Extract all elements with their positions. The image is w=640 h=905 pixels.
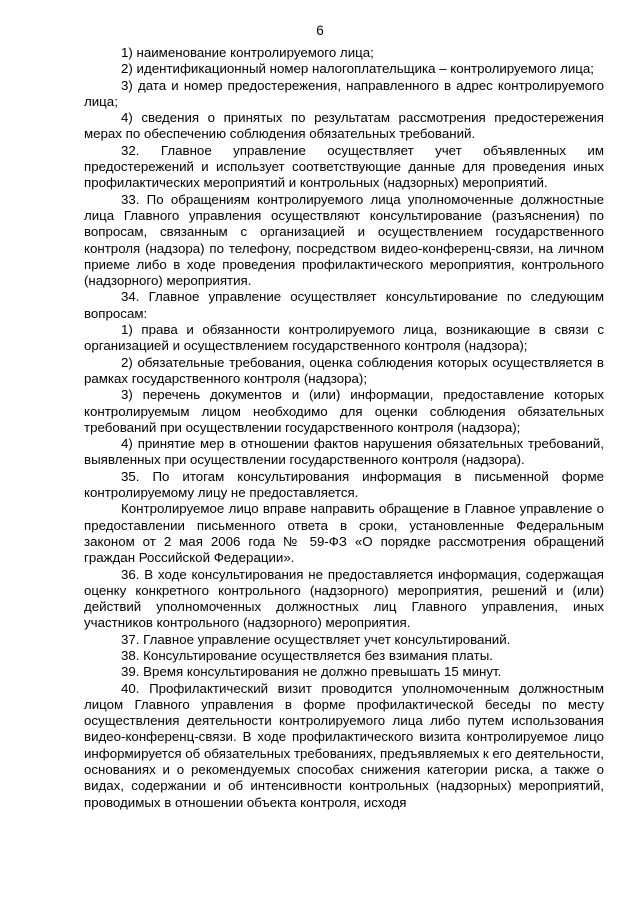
paragraph: 4) сведения о принятых по результатам рассмотрения предостережения мерах по обеспечению соблюдения обязательных требований. xyxy=(84,110,604,142)
paragraph: 4) принятие мер в отношении фактов нарушения обязательных требований, выявленных при осуществлении государственного контроля (надзора). xyxy=(84,436,604,468)
paragraph: 39. Время консультирования не должно превышать 15 минут. xyxy=(121,664,502,680)
paragraph: 1) наименование контролируемого лица; xyxy=(121,45,374,60)
paragraph: 37. Главное управление осуществляет учет консультирований. xyxy=(121,631,511,647)
paragraph: 2) обязательные требования, оценка соблюдения которых осуществляется в рамках государственного контроля (надзора); xyxy=(84,354,604,386)
paragraph: 40. Профилактический визит проводится уполномоченным должностным лицом Главного управления в форме профилактической беседы по месту осуществления деятельности контролируемого лица либо путем использования видео-конференц-связи. В ходе профилактического визита контролируемое лицо информируется об обязательных требованиях, предъявляемых к его деятельности, основаниях и о рекомендуемых способах снижения категории риска, а также о видах, содержании и об интенсивности контрольных (надзорных) мероприятий, проводимых в отношении объекта контроля, исходя xyxy=(84,680,604,810)
paragraph: Контролируемое лицо вправе направить обращение в Главное управление о предоставлении письменного ответа в сроки, установленные Федеральным законом от 2 мая 2006 года № 59-ФЗ «О порядке рассмотрения обращений граждан Российской Федерации». xyxy=(84,501,604,566)
paragraph: 32. Главное управление осуществляет учет объявленных им предостережений и использует соответствующие данные для проведения иных профилактических мероприятий и контрольных (надзорных) мероприятий. xyxy=(84,142,604,191)
paragraph: 35. По итогам консультирования информация в письменной форме контролируемому лицу не предоставляется. xyxy=(84,468,604,501)
paragraph: 38. Консультирование осуществляется без взимания платы. xyxy=(121,647,493,663)
paragraph: 2) идентификационный номер налогоплательщика – контролируемого лица; xyxy=(121,61,594,77)
paragraph: 3) перечень документов и (или) информации, предоставление которых контролируемым лицом необходимо для оценки соблюдения обязательных требований при осуществлении государственного контроля (надзора); xyxy=(84,387,604,435)
paragraph: 3) дата и номер предостережения, направленного в адрес контролируемого лица; xyxy=(84,77,604,109)
paragraph: 34. Главное управление осуществляет консультирование по следующим вопросам: xyxy=(84,289,604,321)
page-number: 6 xyxy=(316,23,324,38)
paragraph: 36. В ходе консультирования не предоставляется информация, содержащая оценку конкретного контрольного (надзорного) мероприятия, решений и (или) действий уполномоченных должностных лиц Главного управления, иных участников контрольного (надзорного) мероприятия. xyxy=(84,566,604,631)
paragraph: 1) права и обязанности контролируемого лица, возникающие в связи с организацией и осуществлением государственного контроля (надзора); xyxy=(84,322,604,354)
paragraph: 33. По обращениям контролируемого лица уполномоченные должностные лица Главного управления осуществляют консультирование (разъяснения) по вопросам, связанным с организацией и осуществлением государственного контроля (надзора) по телефону, посредством видео-конференц-связи, на личном приеме либо в ходе проведения профилактического мероприятия, контрольного (надзорного) мероприятия. xyxy=(84,191,604,289)
document-body xyxy=(84,45,604,811)
